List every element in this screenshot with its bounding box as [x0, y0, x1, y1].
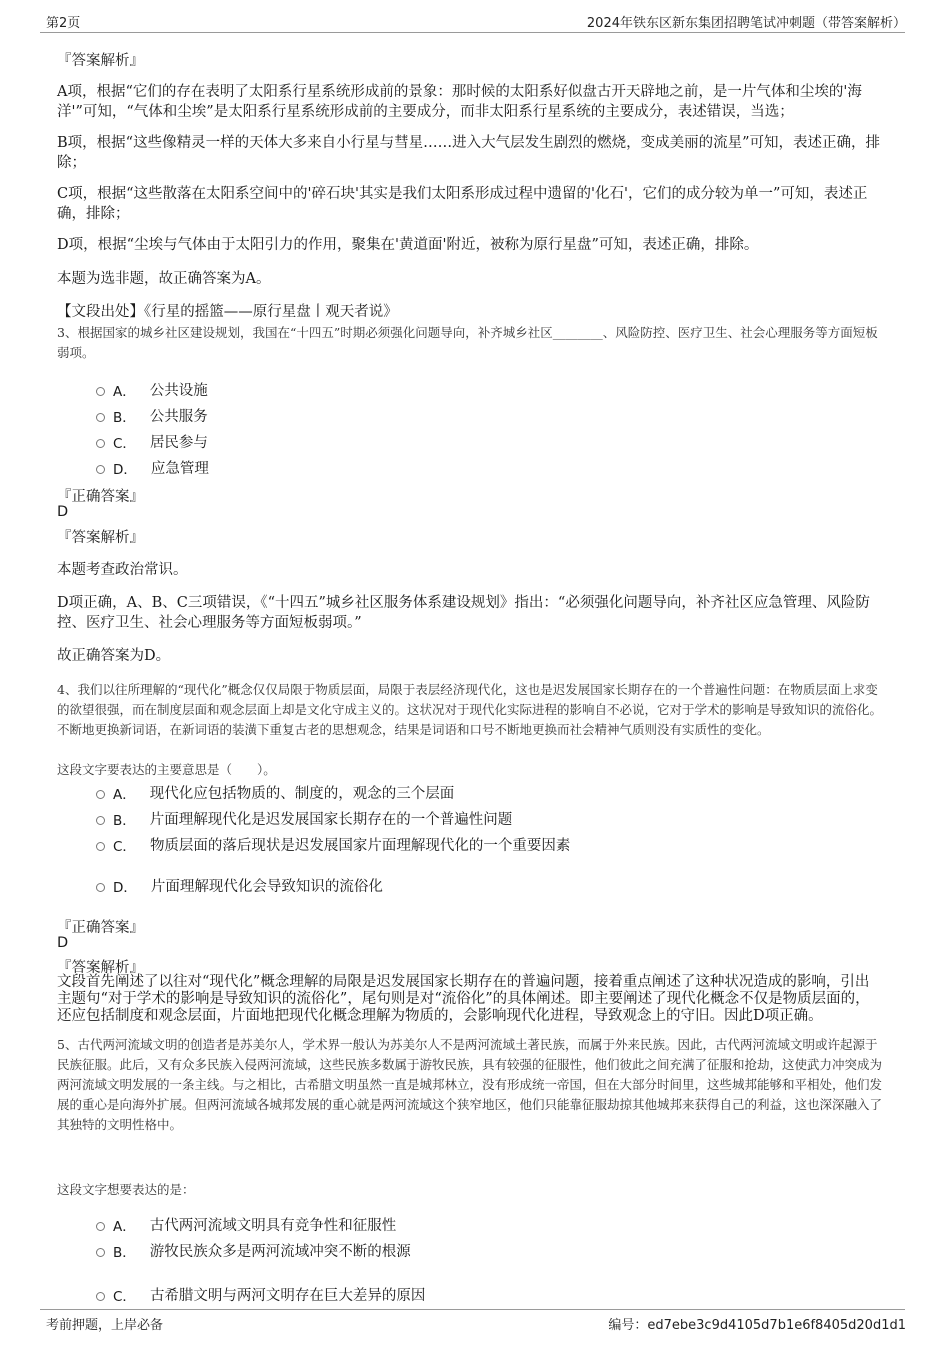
radio-icon[interactable] — [96, 387, 105, 396]
q3-analysis-1: 本题考查政治常识。 — [57, 562, 188, 578]
document-id: 编号：ed7ebe3c9d4105d7b1e6f8405d20d1d1 — [608, 1318, 906, 1333]
radio-icon[interactable] — [96, 816, 105, 825]
footer-slogan: 考前押题，上岸必备 — [46, 1318, 164, 1333]
q3-analysis-2: D项正确，A、B、C三项错误，《“十四五”城乡社区服务体系建设规划》指出：“必须强化问题导向，补齐社区应急管理、风险防控、医疗卫生、社会心理服务等方面短板弱项。” — [57, 595, 870, 631]
q3-answer-tag: 『正确答案』 — [57, 489, 144, 505]
q2-analysis-d: D项，根据“尘埃与气体由于太阳引力的作用，聚集在'黄道面'附近，被称为原行星盘”可知，表述正确，排除。 — [57, 237, 759, 253]
q3-option-d[interactable]: D． 应急管理 — [96, 457, 209, 478]
q4-analysis-tag: 『答案解析』 — [57, 960, 144, 976]
q3-option-c[interactable]: C． 居民参与 — [96, 431, 208, 452]
page-number: 第2页 — [46, 16, 81, 31]
q4-answer: D — [57, 935, 69, 951]
q4-option-a[interactable]: A． 现代化应包括物质的、制度的，观念的三个层面 — [96, 782, 454, 803]
q5-option-c[interactable]: C． 古希腊文明与两河文明存在巨大差异的原因 — [96, 1284, 425, 1305]
q5-stem: 5、古代两河流域文明的创造者是苏美尔人，学术界一般认为苏美尔人不是两河流域土著民族，而属于外来民族。因此，古代两河流域文明或许起源于民族征服。此后，又有众多民族入侵两河流域，这些民族多数属于游牧民族，具有较强的征服性，他们彼此之间充满了征服和抢劫，这使武力冲突成为两河流域文明发展的一条主线。与之相比，古希腊文明虽然一直是城邦林立，没有形成统一帝国，但在大部分时间里，这些城邦能够和平相处，他们发展的重心是向海外扩展。但两河流域各城邦发展的重心就是两河流域这个狭窄地区，他们只能靠征服劫掠其他城邦来获得自己的利益，这也深深融入了其独特的文明性格中。 — [57, 1037, 883, 1132]
q3-stem: 3、根据国家的城乡社区建设规划，我国在“十四五”时期必须强化问题导向，补齐城乡社区________、风险防控、医疗卫生、社会心理服务等方面短板弱项。 — [57, 325, 878, 360]
q5-option-a[interactable]: A． 古代两河流域文明具有竞争性和征服性 — [96, 1214, 396, 1235]
q4-answer-tag: 『正确答案』 — [57, 920, 144, 936]
q3-option-a[interactable]: A． 公共设施 — [96, 379, 208, 400]
radio-icon[interactable] — [96, 790, 105, 799]
q3-analysis-tag: 『答案解析』 — [57, 530, 144, 546]
q2-source: 【文段出处】《行星的摇篮——原行星盘丨观天者说》 — [57, 304, 398, 320]
q4-stem: 4、我们以往所理解的“现代化”概念仅仅局限于物质层面，局限于表层经济现代化，这也是迟发展国家长期存在的一个普遍性问题：在物质层面上求变的欲望很强，而在制度层面和观念层面上却是文化守成主义的。这状况对于现代化实际进程的影响自不必说，它对于学术的影响是导致知识的流俗化。不断地更换新词语，在新词语的装潢下重复古老的思想观念，结果是词语和口号不断地更换而社会精神气质则没有实质性的变化。 — [57, 682, 883, 737]
footer-divider — [40, 1309, 905, 1310]
q2-analysis-tag: 『答案解析』 — [57, 53, 144, 69]
radio-icon[interactable] — [96, 465, 105, 474]
radio-icon[interactable] — [96, 439, 105, 448]
q2-conclusion: 本题为选非题，故正确答案为A。 — [57, 271, 271, 287]
q4-prompt: 这段文字要表达的主要意思是（ ）。 — [57, 762, 276, 777]
q4-option-c[interactable]: C． 物质层面的落后现状是迟发展国家片面理解现代化的一个重要因素 — [96, 834, 570, 855]
radio-icon[interactable] — [96, 842, 105, 851]
radio-icon[interactable] — [96, 1292, 105, 1301]
radio-icon[interactable] — [96, 1222, 105, 1231]
q4-option-d[interactable]: D． 片面理解现代化会导致知识的流俗化 — [96, 875, 383, 896]
q5-option-b[interactable]: B． 游牧民族众多是两河流域冲突不断的根源 — [96, 1240, 411, 1261]
radio-icon[interactable] — [96, 413, 105, 422]
header-divider — [40, 32, 905, 33]
q4-option-b[interactable]: B． 片面理解现代化是迟发展国家长期存在的一个普遍性问题 — [96, 808, 512, 829]
document-title: 2024年铁东区新东集团招聘笔试冲刺题（带答案解析） — [586, 16, 906, 31]
q3-option-b[interactable]: B． 公共服务 — [96, 405, 208, 426]
q3-analysis-3: 故正确答案为D。 — [57, 648, 171, 664]
radio-icon[interactable] — [96, 1248, 105, 1257]
q4-analysis: 文段首先阐述了以往对“现代化”概念理解的局限是迟发展国家长期存在的普遍问题，接着重点阐述了这种状况造成的影响，引出主题句“对于学术的影响是导致知识的流俗化”，尾句则是对“流俗化”的具体阐述。即主要阐述了现代化概念不仅是物质层面的，还应包括制度和观念层面，片面地把现代化概念理解为物质的，会影响现代化进程，导致观念上的守旧。因此D项正确。 — [57, 974, 870, 1024]
q5-prompt: 这段文字想要表达的是： — [57, 1182, 195, 1197]
q2-analysis-c: C项，根据“这些散落在太阳系空间中的'碎石块'其实是我们太阳系形成过程中遗留的'化石'，它们的成分较为单一”可知，表述正确，排除； — [57, 186, 868, 222]
q3-answer: D — [57, 504, 69, 520]
q2-analysis-a: A项，根据“它们的存在表明了太阳系行星系统形成前的景象：那时候的太阳系好似盘古开天辟地之前，是一片气体和尘埃的'海洋'”可知，“气体和尘埃”是太阳系行星系统形成前的主要成分，而非太阳系行星系统的主要成分，表述错误，当选； — [57, 84, 862, 120]
q2-analysis-b: B项，根据“这些像精灵一样的天体大多来自小行星与彗星……进入大气层发生剧烈的燃烧，变成美丽的流星”可知，表述正确，排除； — [57, 135, 880, 171]
radio-icon[interactable] — [96, 883, 105, 892]
